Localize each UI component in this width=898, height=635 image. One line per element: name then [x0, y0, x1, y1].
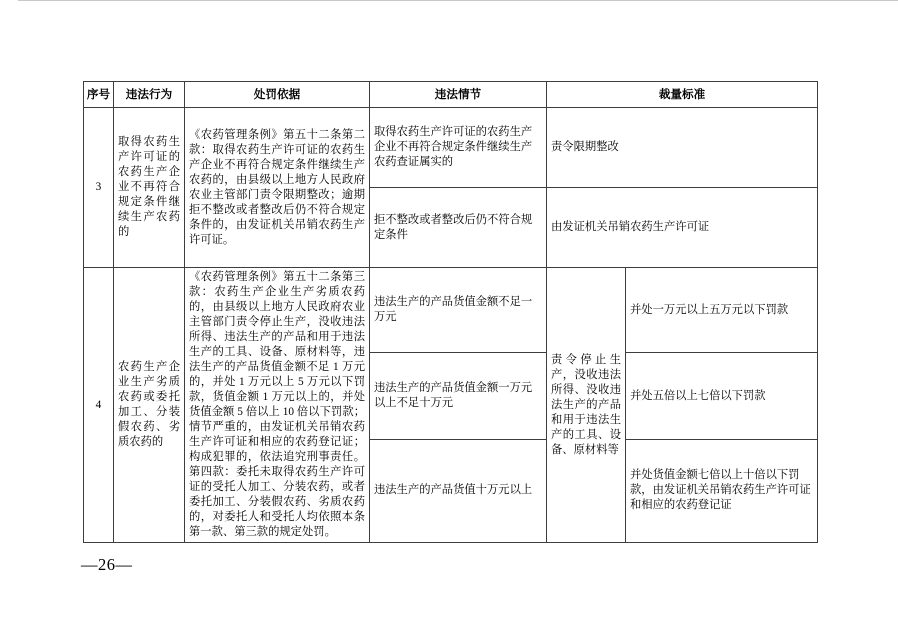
table-row [84, 108, 818, 188]
page-number: —26— [81, 555, 133, 574]
row4-basis-cell: 《农药管理条例》第五十二条第三款：农药生产企业生产劣质农药的，由县级以上地方人民政府农业主管部门责令停止生产，没收违法所得、违法生产的产品和用于违法生产的工具、设备、原材料等，违法生产的产品货值金额不足 1 万元的，并处 1 万元以上 5 万元以下罚款，货值金额 1 万元以上的，并处货值金额 5 倍以上 10 倍以下罚款；情节严重的，由发证机关吊销农药生产许可证和相应的农药登记证；构成犯罪的，依法追究刑事责任。第四款：委托未取得农药生产许可证的受托人加工、分装农药，或者委托加工、分装假农药、劣质农药的，对委托人和受托人均依照本条第一款、第三款的规定处罚。 [185, 268, 370, 543]
row3-circumstance-2-cell: 拒不整改或者整改后仍不符合规定条件 [370, 188, 547, 268]
row4-circumstance-2-cell: 违法生产的产品货值金额一万元以上不足十万元 [370, 353, 547, 439]
header-seq: 序号 [84, 82, 114, 108]
row3-circumstance-1-cell: 取得农药生产许可证的农药生产企业不再符合规定条件继续生产农药查证属实的 [370, 108, 547, 188]
header-basis: 处罚依据 [185, 82, 370, 108]
header-standard: 裁量标准 [547, 82, 818, 108]
header-behavior: 违法行为 [114, 82, 185, 108]
row3-standard-1-cell: 责令限期整改 [547, 108, 818, 188]
header-circumstance: 违法情节 [370, 82, 547, 108]
scan-artifact-line [18, 0, 898, 1]
row4-standard-3-cell: 并处货值金额七倍以上十倍以下罚款，由发证机关吊销农药生产许可证和相应的农药登记证 [626, 439, 818, 542]
row4-behavior-cell: 农药生产企业生产劣质农药或委托加工、分装假农药、劣质农药的 [114, 268, 185, 543]
row4-circumstance-1-cell: 违法生产的产品货值金额不足一万元 [370, 268, 547, 353]
row3-behavior-cell: 取得农药生产许可证的农药生产企业不再符合规定条件继续生产农药的 [114, 108, 185, 268]
row3-seq-cell: 3 [84, 108, 114, 268]
row3-basis-cell: 《农药管理条例》第五十二条第二款：取得农药生产许可证的农药生产企业不再符合规定条件继续生产农药的，由县级以上地方人民政府农业主管部门责令限期整改；逾期拒不整改或者整改后仍不符合规定条件的，由发证机关吊销农药生产许可证。 [185, 108, 370, 268]
table-row [84, 268, 818, 353]
table-header-row [84, 82, 818, 108]
penalty-table [83, 81, 818, 543]
row3-standard-2-cell: 由发证机关吊销农药生产许可证 [547, 188, 818, 268]
row4-standard-2-cell: 并处五倍以上七倍以下罚款 [626, 353, 818, 439]
row4-shared-standard-cell: 责令停止生产，没收违法所得、没收违法生产的产品和用于违法生产的工具、设备、原材料等 [547, 268, 626, 543]
row4-standard-1-cell: 并处一万元以上五万元以下罚款 [626, 268, 818, 353]
row4-seq-cell: 4 [84, 268, 114, 543]
row4-circumstance-3-cell: 违法生产的产品货值十万元以上 [370, 439, 547, 542]
